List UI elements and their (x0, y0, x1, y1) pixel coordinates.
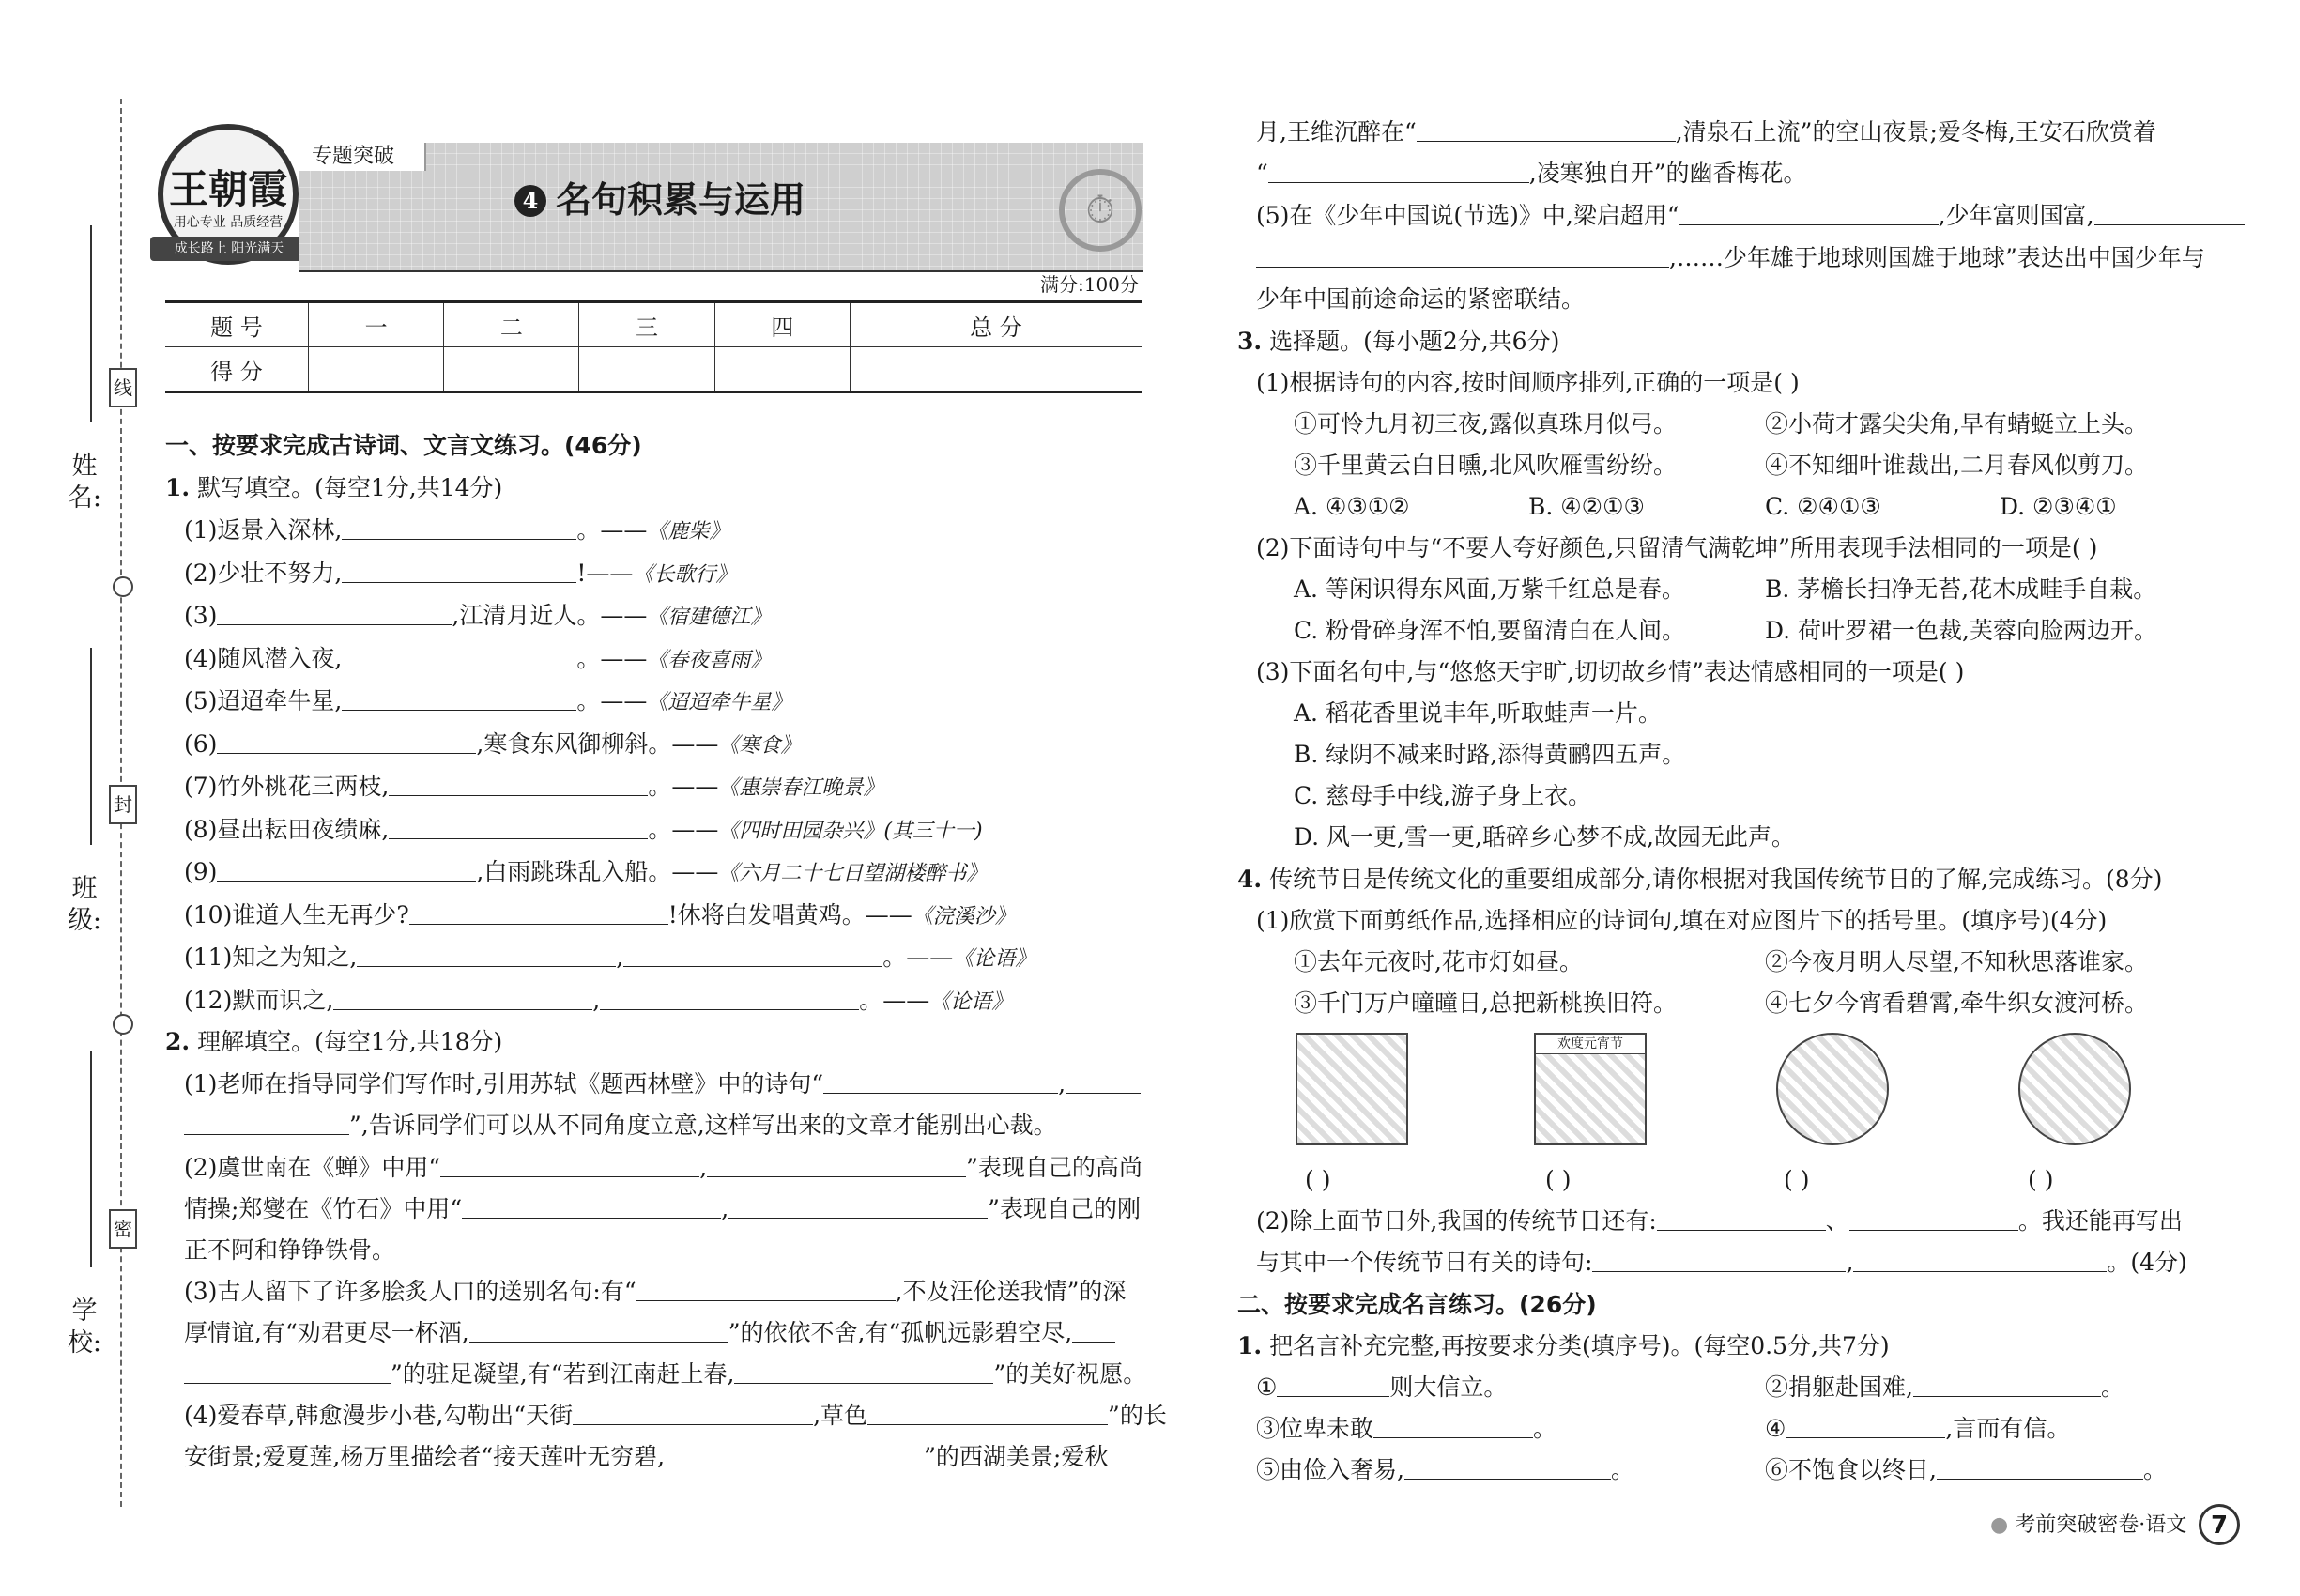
answer-blank[interactable] (728, 1193, 988, 1219)
q4-2-line: (2)除上面节日外,我国的传统节日还有: 、 。我还能再写出 (1256, 1207, 2183, 1235)
q1-item-suffix: ,江清月近人。—— (452, 602, 648, 629)
quote-item-1: ① 则大信立。 (1256, 1373, 1508, 1401)
q1-item (184, 600, 771, 634)
q3-1-choice-a[interactable]: A. ④③①② (1294, 493, 1410, 520)
answer-blank[interactable] (600, 985, 859, 1010)
score-input-cell[interactable] (714, 347, 850, 392)
name-field-line (90, 225, 92, 422)
answer-blank[interactable] (1417, 116, 1676, 142)
q1-item (184, 514, 729, 548)
answer-blank[interactable] (469, 1317, 728, 1343)
q1-item-source: 《四时田园杂兴》(其三十一) (718, 819, 983, 843)
score-input-cell[interactable] (444, 347, 579, 392)
q1-item-suffix: 。—— (576, 516, 648, 544)
q1-item-source: 《浣溪沙》 (912, 904, 1016, 928)
q1-title: 默写填空。(每空1分,共14分) (197, 474, 503, 501)
q3-3-choice-d[interactable]: D. 风一更,雪一更,聒碎乡心梦不成,故园无此声。 (1294, 823, 1795, 851)
r-line-3: (5)在《少年中国说(节选)》中,梁启超用“ ,少年富则国富, (1256, 200, 2245, 232)
section-1-heading: 一、按要求完成古诗词、文言文练习。(46分) (165, 432, 642, 459)
q1-item (184, 729, 801, 762)
answer-blank[interactable] (342, 514, 576, 540)
q1-item-suffix: 。—— (576, 644, 648, 672)
answer-blank[interactable] (823, 1068, 1058, 1094)
answer-blank[interactable] (2094, 200, 2245, 225)
q2-line-9: (4)爱春草,韩愈漫步小巷,勾勒出“天街 ,草色 ”的长 (184, 1402, 1167, 1429)
answer-blank[interactable] (357, 942, 616, 967)
class-label: 班 级: (67, 874, 102, 935)
answer-blank[interactable] (1072, 1317, 1115, 1343)
answer-blank[interactable] (1849, 1205, 2018, 1231)
binding-hole-icon (113, 576, 133, 597)
q1-item-prompt: (4)随风潜入夜, (184, 644, 343, 672)
full-score: 满分:100分 (1040, 273, 1139, 296)
q4-number: 4. (1237, 866, 1263, 893)
q2-line-1: (1)老师在指导同学们写作时,引用苏轼《题西林壁》中的诗句“ , (184, 1068, 1141, 1100)
q3-1-stem: (1)根据诗句的内容,按时间顺序排列,正确的一项是( ) (1256, 369, 1800, 396)
answer-blank[interactable] (623, 942, 882, 967)
answer-blank[interactable] (1592, 1247, 1846, 1272)
answer-blank[interactable] (1404, 1454, 1611, 1480)
q1-item-source: 《长歌行》 (633, 562, 737, 587)
q3-1-choice-d[interactable]: D. ②③④① (2000, 493, 2117, 520)
q1-item-suffix: 。—— (882, 944, 954, 971)
q3-1-option: ④不知细叶谁裁出,二月春风似剪刀。 (1765, 452, 2148, 479)
quote-item-4: ④ ,言而有信。 (1765, 1415, 2071, 1442)
answer-paren[interactable]: ( ) (2028, 1166, 2054, 1193)
q1-item (184, 985, 1012, 1019)
q3-2-choice-b[interactable]: B. 茅檐长扫净无苔,花木成畦手自栽。 (1765, 575, 2157, 603)
quote-item-5: ⑤由俭入奢易, 。 (1256, 1456, 1634, 1483)
q1-item-prompt: (6) (184, 729, 218, 758)
q2-line-4: 情操;郑燮在《竹石》中用“ , ”表现自己的刚 (184, 1195, 1141, 1222)
answer-blank[interactable] (184, 1358, 391, 1384)
q1-number: 1. (165, 474, 191, 501)
page-title (514, 176, 805, 223)
answer-blank[interactable] (1786, 1413, 1945, 1438)
logo-slogan: 用心专业 品质经营 (173, 215, 284, 230)
answer-blank[interactable] (389, 771, 648, 796)
answer-blank[interactable] (217, 729, 476, 754)
score-cell: 题 号 (165, 302, 309, 347)
r-line-5: 少年中国前途命运的紧密联结。 (1256, 285, 1586, 313)
q2-line-10: 安街景;爱夏莲,杨万里描绘者“接天莲叶无穷碧, ”的西湖美景;爱秋 (184, 1443, 1109, 1470)
q1-item-suffix: 。—— (859, 986, 930, 1014)
q3-3-choice-b[interactable]: B. 绿阴不减来时路,添得黄鹂四五声。 (1294, 741, 1686, 768)
q1-item (184, 771, 883, 805)
score-cell: 三 (579, 302, 714, 347)
footer-text: ● 考前突破密卷·语文 (1990, 1513, 2187, 1537)
q2-line-8: ”的驻足凝望,有“若到江南赶上春, ”的美好祝愿。 (184, 1358, 1146, 1390)
answer-blank[interactable] (707, 1152, 966, 1177)
score-input-cell[interactable] (850, 347, 1142, 392)
q1-item (184, 685, 791, 719)
q3-1-option: ①可怜九月初三夜,露似真珠月似弓。 (1294, 410, 1677, 437)
s2-q1-number: 1. (1237, 1332, 1263, 1359)
score-cell: 一 (309, 302, 444, 347)
answer-blank[interactable] (1066, 1068, 1141, 1094)
q1-item-prompt: (3) (184, 602, 218, 629)
papercut-qixi-image (2018, 1033, 2131, 1145)
s2-q1-heading (1237, 1330, 1890, 1362)
q1-item-source: 《迢迢牵牛星》 (647, 691, 792, 714)
seal-secret: 密 (109, 1209, 137, 1249)
papercut-mid-autumn-image (1776, 1033, 1889, 1145)
q3-1-choice-b[interactable]: B. ④②①③ (1528, 493, 1645, 520)
q1-item (184, 942, 1035, 975)
q1-item (184, 558, 736, 591)
q1-item-prompt: (7)竹外桃花三两枝, (184, 773, 390, 800)
papercut-lantern-festival-image (1534, 1033, 1647, 1145)
answer-blank[interactable] (1373, 1413, 1533, 1438)
binding-hole-icon (113, 1014, 133, 1035)
answer-blank[interactable] (1256, 242, 1669, 268)
q1-item-source: 《论语》 (929, 990, 1013, 1014)
quote-item-6: ⑥不饱食以终日, 。 (1765, 1456, 2167, 1483)
q2-title: 理解填空。(每空1分,共18分) (197, 1028, 503, 1055)
q1-item-suffix: 。—— (576, 687, 648, 714)
q1-item-prompt: (5)迢迢牵牛星, (184, 687, 343, 714)
stopwatch-icon: ⏱ (1059, 169, 1142, 252)
seal-seal: 封 (109, 785, 137, 824)
q1-item-suffix: ,白雨跳珠乱入船。—— (476, 858, 719, 885)
q1-item-source: 《寒食》 (718, 733, 802, 758)
q1-item-suffix: ,寒食东风御柳斜。—— (476, 729, 719, 758)
q2-line-7: 厚情谊,有“劝君更尽一杯酒, ”的依依不舍,有“孤帆远影碧空尽, (184, 1317, 1115, 1349)
q1-item (184, 814, 983, 848)
answer-blank[interactable] (440, 1152, 699, 1177)
answer-blank[interactable] (867, 1400, 1108, 1425)
answer-blank[interactable] (409, 899, 668, 925)
topic-tag: 专题突破 (299, 143, 426, 171)
q1-item-source: 《惠崇春江晚景》 (718, 776, 884, 800)
q3-2-choice-d[interactable]: D. 荷叶罗裙一色裁,芙蓉向脸两边开。 (1765, 617, 2157, 644)
q1-item-prompt: (11)知之为知之, (184, 944, 358, 971)
q3-1-option: ②小荷才露尖尖角,早有蜻蜓立上头。 (1765, 410, 2148, 437)
seal-line: 线 (109, 368, 137, 407)
answer-blank[interactable] (342, 643, 576, 668)
q3-title: 选择题。(每小题2分,共6分) (1269, 328, 1560, 355)
unit-number: 4 (514, 185, 546, 217)
q4-title: 传统节日是传统文化的重要组成部分,请你根据对我国传统节日的了解,完成练习。(8分) (1269, 866, 2163, 893)
answer-paren[interactable]: ( ) (1784, 1166, 1810, 1193)
q1-item-source: 《鹿柴》 (647, 520, 730, 544)
answer-blank[interactable] (665, 1441, 924, 1466)
q3-2-choice-c[interactable]: C. 粉骨碎身浑不怕,要留清白在人间。 (1294, 617, 1686, 644)
q1-item-source: 《宿建德江》 (647, 606, 772, 629)
answer-paren[interactable]: ( ) (1305, 1166, 1331, 1193)
answer-blank[interactable] (184, 1110, 349, 1135)
q1-item-separator: , (616, 944, 624, 971)
q3-3-choice-a[interactable]: A. 稻花香里说丰年,听取蛙声一片。 (1294, 699, 1662, 727)
score-cell: 二 (444, 302, 579, 347)
answer-paren[interactable]: ( ) (1545, 1166, 1572, 1193)
name-label: 姓 名: (67, 452, 102, 513)
q2-number: 2. (165, 1028, 191, 1055)
answer-blank[interactable] (217, 600, 452, 625)
q1-item-suffix: !—— (576, 559, 634, 587)
q1-item-suffix: 。—— (648, 773, 719, 800)
q1-heading (165, 472, 502, 504)
logo-ribbon: 成长路上 阳光满天 (150, 237, 308, 261)
answer-blank[interactable] (636, 1276, 896, 1301)
q4-3-line: 与其中一个传统节日有关的诗句: , 。(4分) (1256, 1249, 2187, 1276)
quote-item-3: ③位卑未敢 。 (1256, 1415, 1557, 1442)
q1-item-source: 《六月二十七日望湖楼醉书》 (718, 862, 988, 885)
answer-blank[interactable] (342, 685, 576, 711)
answer-blank[interactable] (573, 1400, 813, 1425)
q1-item-suffix: 。—— (648, 815, 719, 843)
school-field-line (90, 1051, 92, 1267)
q3-3-stem: (3)下面名句中,与“悠悠天宇旷,切切故乡情”表达情感相同的一项是( ) (1256, 658, 1965, 685)
q1-item-separator: , (592, 986, 601, 1014)
r-line-4: ,……少年雄于地球则国雄于地球”表达出中国少年与 (1256, 242, 2205, 274)
score-input-cell[interactable] (309, 347, 444, 392)
answer-blank[interactable] (1657, 1205, 1826, 1231)
answer-blank[interactable] (1268, 158, 1529, 183)
score-table (165, 300, 1142, 393)
q3-heading (1237, 326, 1559, 358)
score-cell: 四 (714, 302, 850, 347)
s2-q1-title: 把名言补充完整,再按要求分类(填序号)。(每空0.5分,共7分) (1269, 1332, 1890, 1359)
q1-item (184, 643, 771, 677)
q4-1-option: ③千门万户曈曈日,总把新桃换旧符。 (1294, 990, 1677, 1017)
q1-item (184, 856, 987, 890)
score-table-score-row (165, 347, 1142, 392)
q3-3-choice-c[interactable]: C. 慈母手中线,游子身上衣。 (1294, 782, 1592, 809)
q1-item-source: 《春夜喜雨》 (647, 648, 772, 672)
page-number: 7 (2199, 1504, 2240, 1545)
q3-number: 3. (1237, 328, 1263, 355)
quote-item-2: ②捐躯赴国难, 。 (1765, 1373, 2124, 1401)
q1-item-prompt: (12)默而识之, (184, 986, 334, 1014)
answer-blank[interactable] (333, 985, 592, 1010)
q4-1-stem: (1)欣赏下面剪纸作品,选择相应的诗词句,填在对应图片下的括号里。(填序号)(4分) (1256, 907, 2108, 934)
score-table-header-row (165, 302, 1142, 347)
answer-blank[interactable] (1913, 1372, 2101, 1397)
class-field-line (90, 648, 92, 845)
logo-name: 王朝霞 (168, 166, 287, 212)
q2-line-3: (2)虞世南在《蝉》中用“ , ”表现自己的高尚 (184, 1154, 1142, 1181)
q3-1-option: ③千里黄云白日曛,北风吹雁雪纷纷。 (1294, 452, 1677, 479)
answer-blank[interactable] (1679, 200, 1939, 225)
r-line-1: 月,王维沉醉在“ ,清泉石上流”的空山夜景;爱冬梅,王安石欣赏着 (1256, 118, 2156, 146)
q4-heading (1237, 864, 2162, 896)
q1-item-prompt: (1)返景入深林, (184, 516, 343, 544)
answer-blank[interactable] (1853, 1247, 2107, 1272)
q2-line-5: 正不阿和铮铮铁骨。 (184, 1236, 396, 1264)
score-input-cell[interactable] (579, 347, 714, 392)
q2-heading (165, 1026, 502, 1058)
q1-item-prompt: (10)谁道人生无再少? (184, 900, 409, 928)
q1-item (184, 899, 1016, 933)
q3-2-stem: (2)下面诗句中与“不要人夸好颜色,只留清气满乾坤”所用表现手法相同的一项是( ) (1256, 534, 2098, 561)
q1-item-suffix: !休将白发唱黄鸡。—— (667, 900, 912, 928)
q4-1-option: ②今夜月明人尽望,不知秋思落谁家。 (1765, 948, 2148, 975)
answer-blank[interactable] (1277, 1372, 1389, 1397)
q1-item-prompt: (8)昼出耘田夜绩麻, (184, 815, 390, 843)
score-cell: 得 分 (165, 347, 309, 392)
score-cell: 总 分 (850, 302, 1142, 347)
q1-item-prompt: (2)少壮不努力, (184, 559, 343, 587)
answer-blank[interactable] (734, 1358, 993, 1384)
q4-1-option: ①去年元夜时,花市灯如昼。 (1294, 948, 1583, 975)
title-text: 名句积累与运用 (556, 178, 806, 221)
papercut-caption: 欢度元宵节 (1536, 1035, 1645, 1054)
footer-dot-icon: ● (1990, 1513, 2016, 1537)
answer-blank[interactable] (1937, 1454, 2143, 1480)
answer-blank[interactable] (342, 558, 576, 583)
section-2-heading: 二、按要求完成名言练习。(26分) (1237, 1291, 1597, 1318)
q2-line-2: ”,告诉同学们可以从不同角度立意,这样写出来的文章才能别出心裁。 (184, 1110, 1057, 1142)
q1-item-source: 《论语》 (953, 947, 1036, 971)
answer-blank[interactable] (217, 856, 476, 882)
school-label: 学 校: (67, 1297, 102, 1358)
r-line-2: “ ,凌寒独自开”的幽香梅花。 (1256, 160, 1807, 187)
papercut-spring-festival-image (1296, 1033, 1408, 1145)
q1-item-prompt: (9) (184, 858, 218, 885)
q3-2-choice-a[interactable]: A. 等闲识得东风面,万紫千红总是春。 (1294, 575, 1685, 603)
q2-line-6: (3)古人留下了许多脍炙人口的送别名句:有“ ,不及汪伦送我情”的深 (184, 1278, 1127, 1305)
answer-blank[interactable] (389, 814, 648, 839)
answer-blank[interactable] (462, 1193, 721, 1219)
q4-1-option: ④七夕今宵看碧霄,牵牛织女渡河桥。 (1765, 990, 2148, 1017)
q3-1-choice-c[interactable]: C. ②④①③ (1765, 493, 1881, 520)
